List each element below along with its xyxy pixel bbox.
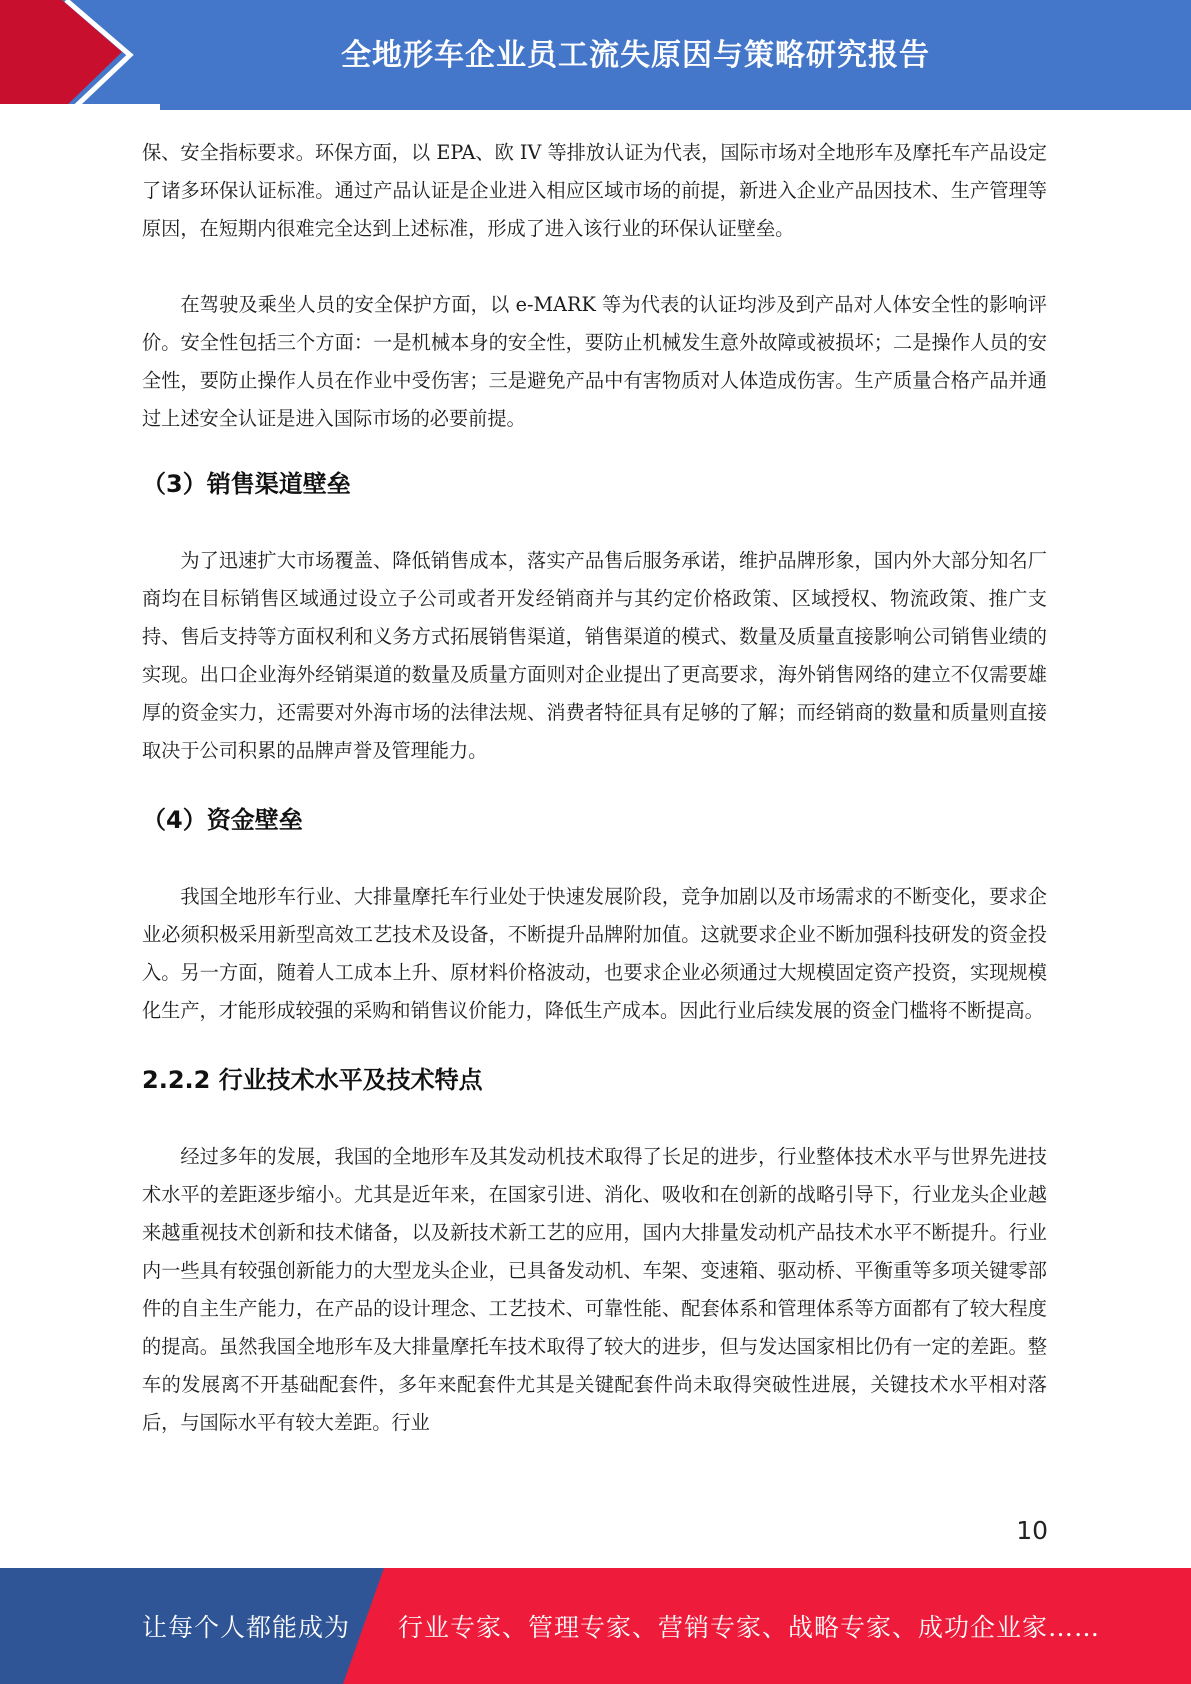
page-footer [0,1568,1191,1684]
footer-slogan-right: 行业专家、管理专家、营销专家、战略专家、成功企业家…… [398,1613,1101,1642]
footer-slogan-left: 让每个人都能成为 [142,1613,351,1642]
heading-sales-channel-barrier: （3）销售渠道壁垒 [142,470,351,498]
heading-capital-barrier: （4）资金壁垒 [142,806,303,834]
paragraph-safety-cert: 在驾驶及乘坐人员的安全保护方面，以 e-MARK 等为代表的认证均涉及到产品对人体安全性的影响评价。安全性包括三个方面：一是机械本身的安全性，要防止机械发生意外故障或被损坏；二是操作人员的安全性，要防止操作人员在作业中受伤害；三是避免产品中有害物质对人体造成伤害。生产质量合格产品并通过上述安全认证是进入国际市场的必要前提。 [142,293,1047,430]
paragraph-sales-channel: 为了迅速扩大市场覆盖、降低销售成本，落实产品售后服务承诺，维护品牌形象，国内外大部分知名厂商均在目标销售区域通过设立子公司或者开发经销商并与其约定价格政策、区域授权、物流政策、推广支持、售后支持等方面权利和义务方式拓展销售渠道，销售渠道的模式、数量及质量直接影响公司销售业绩的实现。出口企业海外经销渠道的数量及质量方面则对企业提出了更高要求，海外销售网络的建立不仅需要雄厚的资金实力，还需要对外海市场的法律法规、消费者特征具有足够的了解；而经销商的数量和质量则直接取决于公司积累的品牌声誉及管理能力。 [142,549,1047,762]
paragraph-capital: 我国全地形车行业、大排量摩托车行业处于快速发展阶段，竞争加剧以及市场需求的不断变化，要求企业必须积极采用新型高效工艺技术及设备，不断提升品牌附加值。这就要求企业不断加强科技研发的资金投入。另一方面，随着人工成本上升、原材料价格波动，也要求企业必须通过大规模固定资产投资，实现规模化生产，才能形成较强的采购和销售议价能力，降低生产成本。因此行业后续发展的资金门槛将不断提高。 [142,885,1047,1022]
page-header [0,0,1191,110]
paragraph-environmental-cert: 保、安全指标要求。环保方面，以 EPA、欧 IV 等排放认证为代表，国际市场对全地形车及摩托车产品设定了诸多环保认证标准。通过产品认证是企业进入相应区域市场的前提，新进入企业产品因技术、生产管理等原因，在短期内很难完全达到上述标准，形成了进入该行业的环保认证壁垒。 [142,141,1047,240]
page-number: 10 [1016,1516,1048,1545]
document-body [142,134,1047,1442]
heading-tech-level: 2.2.2 行业技术水平及技术特点 [142,1066,483,1094]
report-title: 全地形车企业员工流失原因与策略研究报告 [341,38,930,73]
paragraph-tech-level: 经过多年的发展，我国的全地形车及其发动机技术取得了长足的进步，行业整体技术水平与世界先进技术水平的差距逐步缩小。尤其是近年来，在国家引进、消化、吸收和在创新的战略引导下，行业龙头企业越来越重视技术创新和技术储备，以及新技术新工艺的应用，国内大排量发动机产品技术水平不断提升。行业内一些具有较强创新能力的大型龙头企业，已具备发动机、车架、变速箱、驱动桥、平衡重等多项关键零部件的自主生产能力，在产品的设计理念、工艺技术、可靠性能、配套体系和管理体系等方面都有了较大程度的提高。虽然我国全地形车及大排量摩托车技术取得了较大的进步，但与发达国家相比仍有一定的差距。整车的发展离不开基础配套件，多年来配套件尤其是关键配套件尚未取得突破性进展，关键技术水平相对落后，与国际水平有较大差距。行业 [142,1145,1047,1434]
